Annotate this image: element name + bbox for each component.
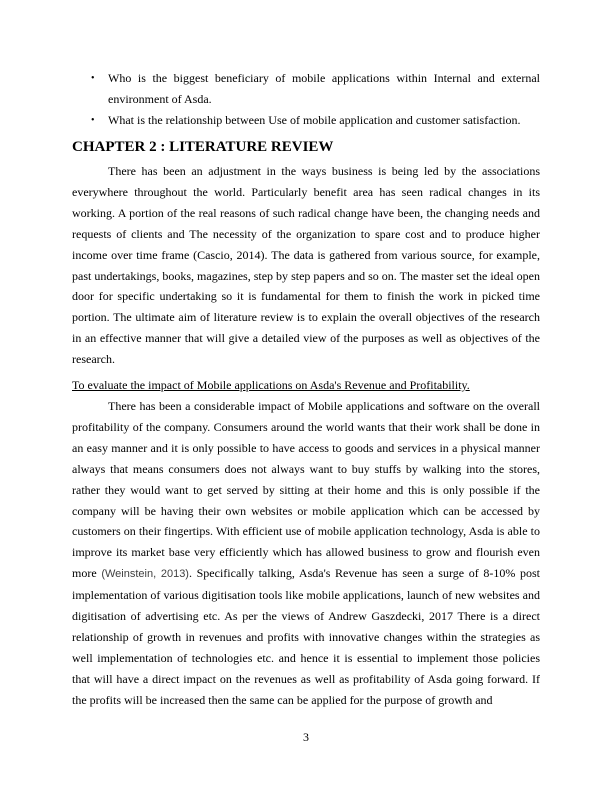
research-questions-list xyxy=(91,68,540,131)
bullet-icon: • xyxy=(91,115,95,126)
section-subheading: To evaluate the impact of Mobile applications on Asda's Revenue and Profitability. xyxy=(72,378,470,392)
list-item xyxy=(91,68,540,110)
list-item-text: Who is the biggest beneficiary of mobile applications within Internal and external environment of Asda. xyxy=(108,71,540,106)
impact-paragraph xyxy=(72,396,540,711)
list-item xyxy=(91,110,540,131)
bullet-icon: • xyxy=(91,73,95,84)
citation: (Weinstein, 2013) xyxy=(101,568,189,581)
paragraph-text-start: There has been a considerable impact of Mobile applications and software on the overall profitability of the company. Consumers around the world wants that their work shall be done in an easy manner and it is only possible to have access to goods and services in a physical manner always that means consumers does not always want to buy stuffs by walking into the stores, rather they would want to get served by sitting at their home and this is only possible if the company will be having their own websites or mobile application which can be accessed by customers on their fingertips. With efficient use of mobile application technology, Asda is able to improve its market base very efficiently which has allowed business to grow and flourish even more xyxy=(72,399,540,581)
literature-review-paragraph: There has been an adjustment in the ways business is being led by the associations everywhere throughout the world. Particularly benefit area has seen radical changes in its working. A portion of the real reasons of such radical change have been, the changing needs and requests of clients and The necessity of the organization to spare cost and to produce higher income over time frame (Cascio, 2014). The data is gathered from various source, for example, past undertakings, books, magazines, step by step papers and so on. The master set the ideal open door for specific undertaking so it is fundamental for them to finish the work in picked time portion. The ultimate aim of literature review is to explain the overall objectives of the research in an effective manner that will give a detailed view of the purposes as well as objectives of the research. xyxy=(72,164,540,367)
chapter-heading: CHAPTER 2 : LITERATURE REVIEW xyxy=(72,139,334,155)
page-number: 3 xyxy=(303,730,309,744)
paragraph-text-end: . Specifically talking, Asda's Revenue has seen a surge of 8-10% post implementation of various digitisation tools like mobile applications, launch of new websites and digitisation of advertising etc. As per the views of Andrew Gaszdecki, 2017 There is a direct relationship of growth in revenues and profits with innovative changes within the strategies as well implementation of technologies etc. and hence it is essential to implement those policies that will have a direct impact on the revenues as well as profitability of Asda going forward. If the profits will be increased then the same can be applied for the purpose of growth and xyxy=(72,566,541,707)
list-item-text: What is the relationship between Use of mobile application and customer satisfaction. xyxy=(108,113,521,127)
